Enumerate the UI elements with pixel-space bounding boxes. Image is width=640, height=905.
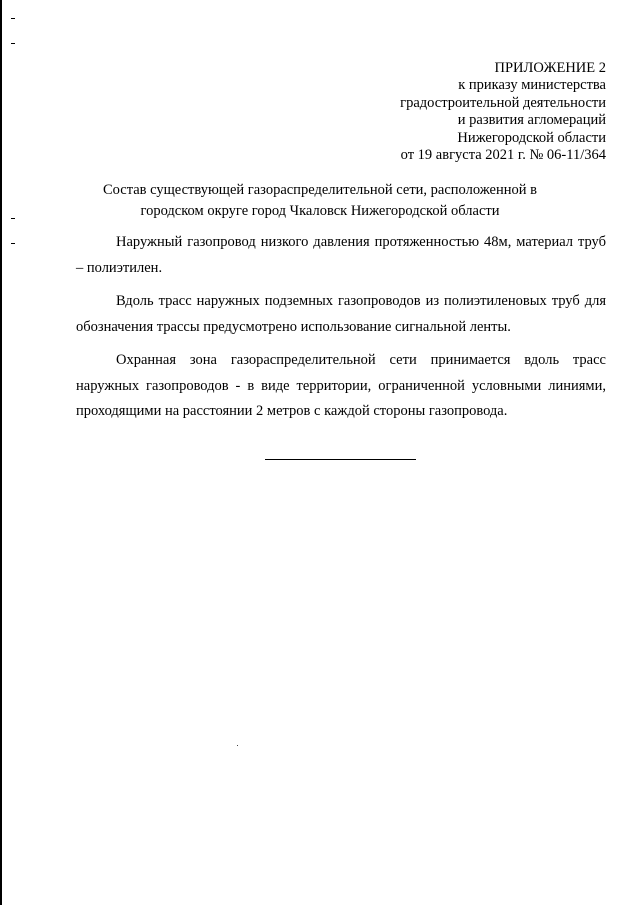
appendix-date-number: от 19 августа 2021 г. № 06-11/364 (400, 147, 606, 164)
scan-mark (11, 218, 15, 219)
appendix-line: к приказу министерства (458, 77, 606, 94)
document-title (90, 180, 550, 222)
end-divider-line (265, 459, 416, 460)
appendix-header (286, 60, 606, 164)
document-title-line: городском округе город Чкаловск Нижегородской области (140, 203, 500, 219)
paragraph-protection-zone: Охранная зона газораспределительной сети принимается вдоль трасс наружных газопроводов - в виде территории, ограниченной условными линиями, проходящими на расстоянии 2 метров с каждой стороны газопровода. (76, 352, 606, 419)
appendix-title: ПРИЛОЖЕНИЕ 2 (494, 60, 606, 76)
scan-edge-line (0, 0, 2, 905)
document-title-line: Состав существующей газораспределительной сети, расположенной в (103, 182, 537, 198)
scan-mark (11, 18, 15, 19)
paragraph-pipeline: Наружный газопровод низкого давления протяженностью 48м, материал труб – полиэтилен. (76, 234, 606, 276)
scan-mark (11, 43, 15, 44)
appendix-line: и развития агломераций (457, 112, 606, 129)
document-body (76, 230, 606, 433)
appendix-line: градостроительной деятельности (400, 94, 606, 111)
paragraph-signal-tape: Вдоль трасс наружных подземных газопроводов из полиэтиленовых труб для обозначения трассы предусмотрено использование сигнальной ленты. (76, 293, 606, 335)
scan-mark (11, 243, 15, 244)
scan-speck (237, 745, 238, 746)
appendix-line: Нижегородской области (457, 129, 606, 146)
